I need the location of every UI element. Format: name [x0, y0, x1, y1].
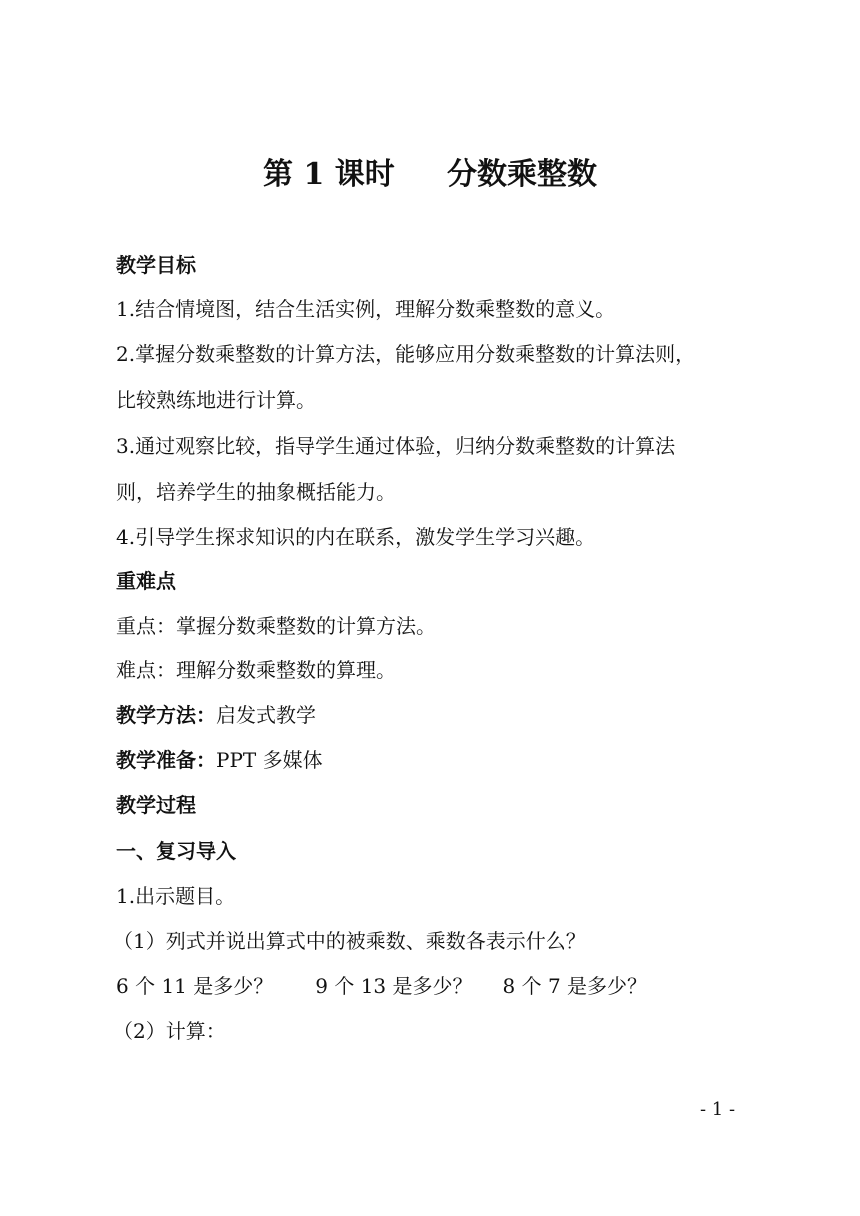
question-1-item: 9 个 13 是多少？ — [315, 974, 473, 998]
question-1: （1）列式并说出算式中的被乘数、乘数各表示什么？ — [113, 929, 586, 953]
teaching-preparation — [116, 745, 756, 775]
question-1-item: 6 个 11 是多少？ — [116, 974, 274, 998]
process-heading: 教学过程 — [116, 793, 196, 817]
step-1: 1.出示题目。 — [116, 884, 236, 908]
question-2: （2）计算： — [113, 1019, 226, 1043]
objective-item-2: 2.掌握分数乘整数的计算方法，能够应用分数乘整数的计算法则， — [116, 342, 696, 366]
objective-item-1: 1.结合情境图，结合生活实例，理解分数乘整数的意义。 — [116, 297, 616, 321]
page-number: - 1 - — [700, 1099, 736, 1120]
difficult-point: 难点：理解分数乘整数的算理。 — [116, 658, 396, 682]
page-title: 第 1 课时 分数乘整数 — [263, 157, 597, 192]
objective-item-4: 4.引导学生探求知识的内在联系，激发学生学习兴趣。 — [116, 525, 596, 549]
key-point: 重点：掌握分数乘整数的计算方法。 — [116, 614, 436, 638]
objective-item-2-cont: 比较熟练地进行计算。 — [116, 388, 316, 412]
teaching-preparation-label: 教学准备： — [116, 748, 216, 772]
question-1-item: 8 个 7 是多少？ — [502, 974, 648, 998]
objective-item-3: 3.通过观察比较，指导学生通过体验，归纳分数乘整数的计算法 — [116, 434, 676, 458]
teaching-method-label: 教学方法： — [116, 703, 216, 727]
objectives-heading: 教学目标 — [116, 253, 196, 277]
question-1-items — [116, 971, 756, 1001]
teaching-preparation-value: PPT 多媒体 — [216, 748, 323, 772]
teaching-method — [116, 700, 756, 730]
key-points-heading: 重难点 — [116, 569, 176, 593]
section-review-intro: 一、复习导入 — [116, 839, 236, 863]
objective-item-3-cont: 则，培养学生的抽象概括能力。 — [116, 480, 396, 504]
teaching-method-value: 启发式教学 — [216, 703, 316, 727]
